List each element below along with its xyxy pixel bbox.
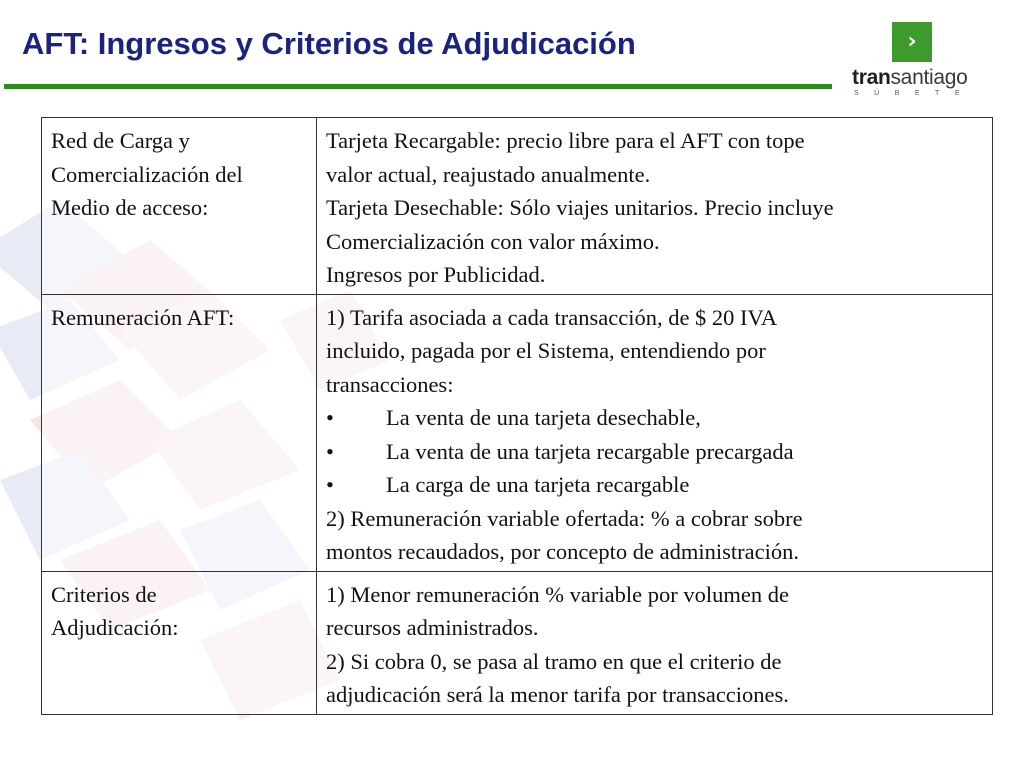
content-line: Ingresos por Publicidad. <box>326 262 546 287</box>
logo-tagline: SÚBETE <box>854 90 976 97</box>
content-line: Tarjeta Desechable: Sólo viajes unitarios. Precio incluye <box>326 195 834 220</box>
content-line: 1) Menor remuneración % variable por volumen de <box>326 581 789 607</box>
row-label-cell <box>42 294 317 571</box>
bullet-item <box>326 468 984 502</box>
content-line: Comercialización con valor máximo. <box>326 228 660 254</box>
bullet-item <box>326 401 984 435</box>
logo-word-rest: santiago <box>890 66 968 89</box>
logo-word-bold: tran <box>852 66 891 89</box>
row-content-cell <box>317 294 993 571</box>
row-label-cell <box>42 571 317 714</box>
content-line: montos recaudados, por concepto de administración. <box>326 539 799 564</box>
content-line: valor actual, reajustado anualmente. <box>326 161 651 187</box>
row-label-line: Remuneración AFT: <box>51 304 235 330</box>
table-row <box>42 571 993 714</box>
content-line: transacciones: <box>326 371 454 397</box>
row-label-cell <box>42 118 317 295</box>
content-line: adjudicación será la menor tarifa por transacciones. <box>326 682 789 707</box>
logo-wordmark <box>852 66 967 90</box>
row-label-line: Criterios de <box>51 581 157 607</box>
bullet-icon: • <box>326 472 334 497</box>
content-line: 2) Si cobra 0, se pasa al tramo en que el criterio de <box>326 648 782 674</box>
bullet-text: La venta de una tarjeta recargable precargada <box>386 438 794 464</box>
content-line: 2) Remuneración variable ofertada: % a cobrar sobre <box>326 505 803 531</box>
logo-box <box>892 22 932 62</box>
bullet-item <box>326 435 984 469</box>
bullet-text: La venta de una tarjeta desechable, <box>386 405 701 430</box>
row-label-line: Comercialización del <box>51 161 243 187</box>
content-line: incluido, pagada por el Sistema, entendiendo por <box>326 338 766 363</box>
row-content-cell <box>317 118 993 295</box>
row-content-cell <box>317 571 993 714</box>
row-label-line: Adjudicación: <box>51 615 179 640</box>
row-label-line: Medio de acceso: <box>51 195 209 220</box>
title-underline <box>4 84 832 89</box>
content-line: Tarjeta Recargable: precio libre para el AFT con tope <box>326 128 805 153</box>
bullet-icon: • <box>326 438 334 464</box>
bullet-text: La carga de una tarjeta recargable <box>386 472 690 497</box>
table-row <box>42 294 993 571</box>
row-label-line: Red de Carga y <box>51 128 190 153</box>
page-title: AFT: Ingresos y Criterios de Adjudicación <box>22 26 636 61</box>
content-line: 1) Tarifa asociada a cada transacción, de $ 20 IVA <box>326 304 778 330</box>
info-table <box>41 117 993 715</box>
transantiago-logo <box>850 22 980 102</box>
chevron-right-icon: › <box>907 29 917 54</box>
table-row <box>42 118 993 295</box>
content-line: recursos administrados. <box>326 615 539 640</box>
bullet-icon: • <box>326 405 334 430</box>
